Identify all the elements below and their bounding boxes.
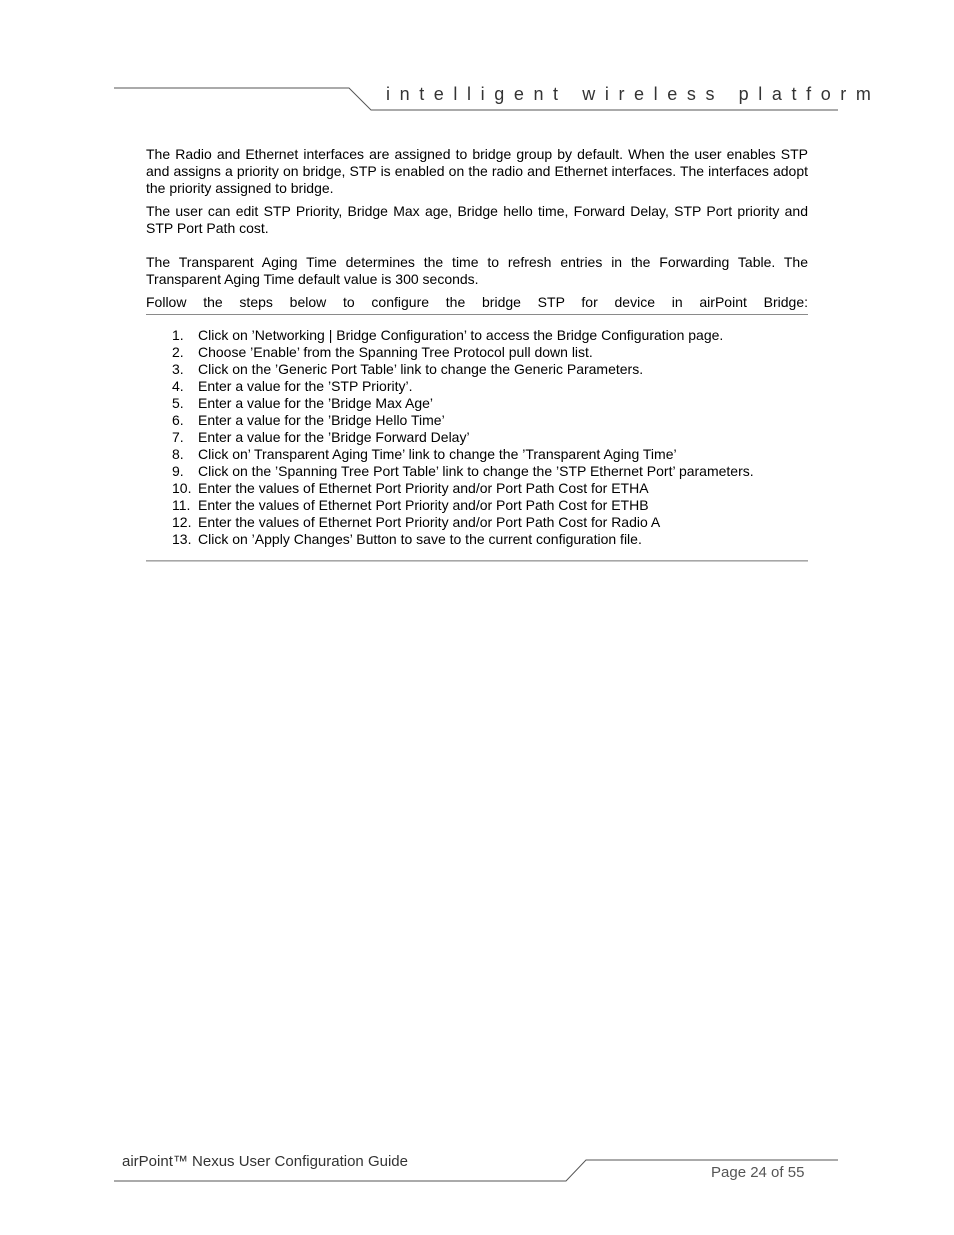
step-text: Click on ’Apply Changes’ Button to save to the current configuration file. [198, 531, 642, 547]
list-item [146, 395, 808, 412]
footer-guide-title: airPoint™ Nexus User Configuration Guide [122, 1153, 408, 1170]
step-number: 4. [172, 378, 184, 394]
step-number: 13. [172, 531, 192, 547]
list-item [146, 480, 808, 497]
step-number: 10. [172, 480, 192, 496]
steps-top-divider [146, 314, 808, 315]
paragraph-stp-default: The Radio and Ethernet interfaces are assigned to bridge group by default. When the user enables STP and assigns a priority on bridge, STP is enabled on the radio and Ethernet interfaces. The interfaces adopt the priority assigned to bridge. [146, 146, 808, 196]
steps-list [146, 327, 808, 548]
step-number: 11. [172, 497, 191, 513]
list-item [146, 446, 808, 463]
step-text: Enter the values of Ethernet Port Priority and/or Port Path Cost for ETHA [198, 480, 649, 496]
paragraph-aging-time: The Transparent Aging Time determines the time to refresh entries in the Forwarding Table. The Transparent Aging Time default value is 300 seconds. [146, 254, 808, 287]
list-item [146, 378, 808, 395]
step-number: 8. [172, 446, 184, 462]
footer-page-number: Page 24 of 55 [711, 1164, 805, 1181]
step-number: 9. [172, 463, 184, 479]
header-tagline: intelligent wireless platform [386, 84, 881, 104]
step-text: Click on the ’Spanning Tree Port Table’ link to change the ’STP Ethernet Port’ parameters. [198, 463, 754, 479]
list-item [146, 412, 808, 429]
list-item [146, 497, 808, 514]
step-text: Choose ’Enable’ from the Spanning Tree Protocol pull down list. [198, 344, 593, 360]
list-item [146, 531, 808, 548]
list-item [146, 344, 808, 361]
step-text: Enter a value for the ’Bridge Max Age’ [198, 395, 434, 411]
step-text: Enter a value for the ’STP Priority’. [198, 378, 413, 394]
step-text: Enter the values of Ethernet Port Priority and/or Port Path Cost for Radio A [198, 514, 661, 530]
list-item [146, 429, 808, 446]
step-number: 3. [172, 361, 184, 377]
step-number: 7. [172, 429, 184, 445]
step-number: 12. [172, 514, 192, 530]
step-number: 6. [172, 412, 184, 428]
list-item [146, 361, 808, 378]
step-text: Enter a value for the ’Bridge Hello Time’ [198, 412, 445, 428]
step-text: Click on ’Networking | Bridge Configuration’ to access the Bridge Configuration page. [198, 327, 724, 343]
list-item [146, 463, 808, 480]
step-text: Enter the values of Ethernet Port Priority and/or Port Path Cost for ETHB [198, 497, 649, 513]
list-item [146, 514, 808, 531]
step-number: 1. [172, 327, 184, 343]
steps-bottom-divider [146, 560, 808, 562]
step-number: 5. [172, 395, 184, 411]
step-text: Click on the ’Generic Port Table’ link to change the Generic Parameters. [198, 361, 644, 377]
step-text: Click on’ Transparent Aging Time’ link to change the ’Transparent Aging Time’ [198, 446, 677, 462]
list-item [146, 327, 808, 344]
document-body [146, 146, 808, 562]
paragraph-stp-editable: The user can edit STP Priority, Bridge Max age, Bridge hello time, Forward Delay, STP Port priority and STP Port Path cost. [146, 203, 808, 236]
step-text: Enter a value for the ’Bridge Forward Delay’ [198, 429, 470, 445]
paragraph-follow-steps: Follow the steps below to configure the bridge STP for device in airPoint Bridge: [146, 294, 808, 310]
step-number: 2. [172, 344, 184, 360]
